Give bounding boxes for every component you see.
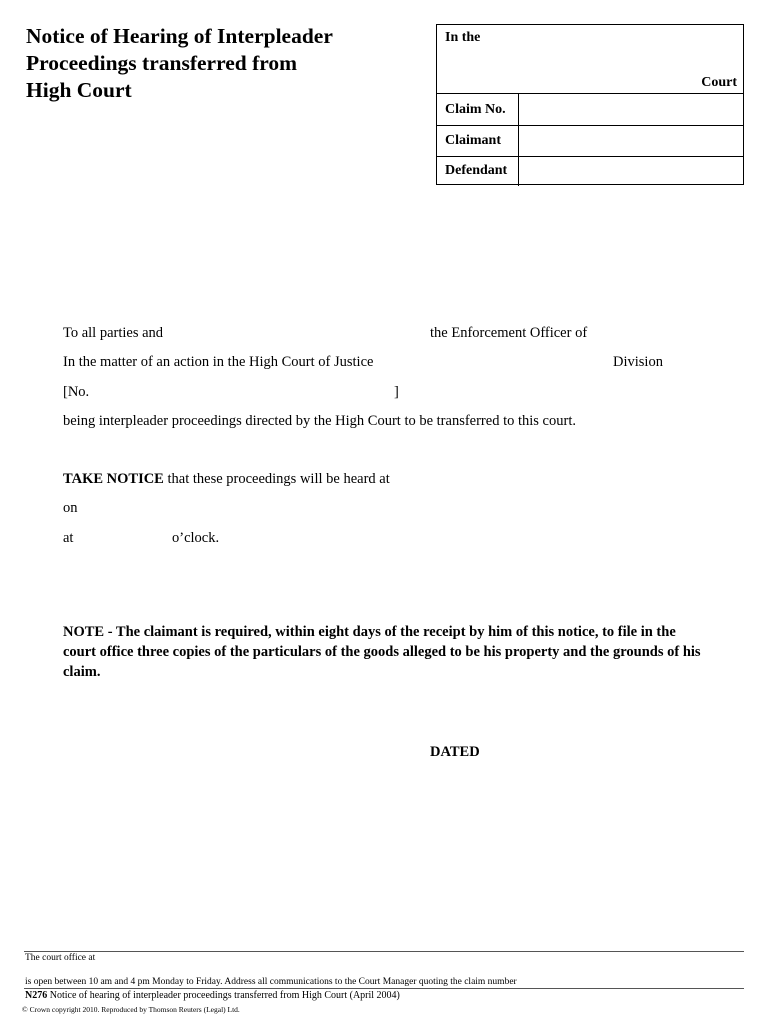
court-details-box: [436, 24, 744, 185]
footer-divider: [24, 951, 744, 952]
dated-label: DATED: [430, 744, 480, 760]
court-name-field[interactable]: [437, 25, 743, 94]
case-number-open: [No.: [63, 384, 90, 400]
office-hours-text: is open between 10 am and 4 pm Monday to Friday. Address all communications to the Court Manager quoting the claim number: [25, 977, 517, 987]
form-reference: [25, 990, 400, 1001]
court-label: Court: [701, 75, 737, 90]
title-line: Proceedings transferred from: [26, 51, 298, 75]
to-all-parties-text: To all parties and: [63, 325, 164, 341]
in-the-matter-text: In the matter of an action in the High Court of Justice: [63, 354, 374, 370]
on-label: on: [63, 500, 78, 516]
in-the-label: In the: [445, 30, 481, 45]
form-code: N276: [25, 990, 48, 1001]
defendant-row: [437, 155, 743, 186]
take-notice-rest: that these proceedings will be heard at: [163, 471, 390, 487]
take-notice-text: [63, 471, 390, 488]
oclock-label: o’clock.: [172, 530, 220, 546]
court-office-at-text: The court office at: [25, 953, 96, 963]
title-line: Notice of Hearing of Interpleader: [26, 24, 333, 48]
title-line: High Court: [26, 78, 132, 102]
case-number-close: ]: [394, 384, 399, 400]
claimant-label: Claimant: [437, 125, 519, 156]
claim-no-label: Claim No.: [437, 94, 519, 125]
copyright-text: © Crown copyright 2010. Reproduced by Thomson Reuters (Legal) Ltd.: [22, 1005, 240, 1014]
enforcement-officer-text: the Enforcement Officer of: [430, 325, 588, 341]
claimant-note: NOTE - The claimant is required, within eight days of the receipt by him of this notice, to file in the court office three copies of the particulars of the goods alleged to be his property and the grounds of his claim.: [63, 624, 701, 680]
claim-no-row: [437, 94, 743, 126]
defendant-field[interactable]: [519, 155, 743, 186]
division-text: Division: [613, 354, 663, 370]
defendant-label: Defendant: [437, 155, 519, 186]
footer-divider: [24, 988, 744, 989]
claimant-field[interactable]: [519, 125, 743, 156]
take-notice-bold: TAKE NOTICE: [63, 471, 164, 487]
being-interpleader-text: being interpleader proceedings directed by the High Court to be transferred to this court.: [63, 413, 576, 429]
document-title: [26, 23, 406, 104]
claim-no-field[interactable]: [519, 94, 743, 125]
claimant-row: [437, 125, 743, 157]
at-label: at: [63, 530, 74, 546]
form-title: Notice of hearing of interpleader proceedings transferred from High Court (April 2004): [47, 990, 400, 1001]
